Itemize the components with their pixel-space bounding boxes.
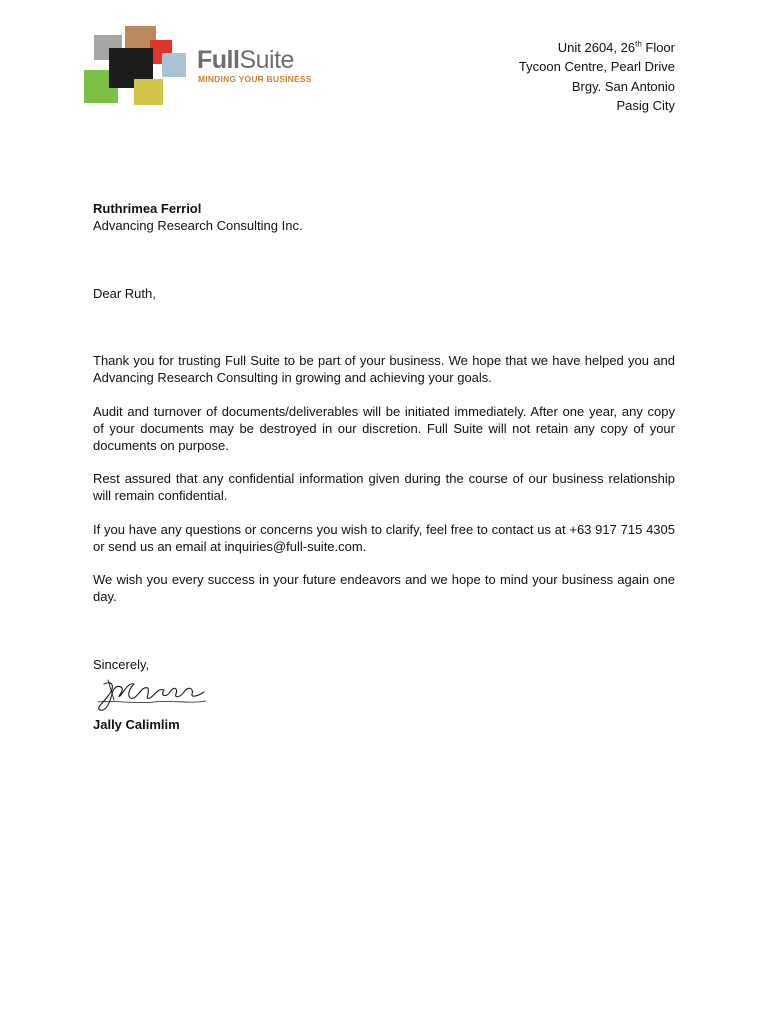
closing: Sincerely,	[93, 657, 150, 672]
handwritten-signature	[94, 674, 210, 714]
salutation: Dear Ruth,	[93, 286, 156, 301]
full-suite-logo	[84, 26, 324, 108]
body-paragraph-3: Rest assured that any confidential information given during the course of our business relationship will remain confidential.	[93, 471, 675, 503]
body-paragraph-2: Audit and turnover of documents/deliverables will be initiated immediately. After one year, any copy of your documents may be destroyed in our discretion. Full Suite will not retain any copy of your documents on purpose.	[93, 403, 675, 453]
recipient-company: Advancing Research Consulting Inc.	[93, 218, 303, 233]
address-line-1: Unit 2604, 26th Floor	[557, 39, 675, 55]
address-line-3: Brgy. San Antonio	[571, 78, 675, 94]
brand-name: FullSuite	[197, 46, 294, 74]
recipient-name: Ruthrimea Ferriol	[93, 201, 202, 216]
body-paragraph-5: We wish you every success in your future endeavors and we hope to mind your business again one day.	[93, 572, 675, 604]
logo-square-blue	[162, 53, 186, 77]
brand-tagline: MINDING YOUR BUSINESS	[198, 74, 312, 84]
signer-name: Jally Calimlim	[93, 717, 180, 732]
body-paragraph-1: Thank you for trusting Full Suite to be part of your business. We hope that we have helped you and Advancing Research Consulting in growing and achieving your goals.	[93, 353, 675, 385]
address-line-4: Pasig City	[616, 97, 675, 113]
recipient-block	[93, 200, 303, 234]
address-line-2: Tycoon Centre, Pearl Drive	[518, 59, 675, 75]
logo-square-olive	[134, 79, 163, 105]
sender-address	[519, 38, 675, 115]
letter-body	[93, 352, 675, 622]
body-paragraph-4: If you have any questions or concerns you wish to clarify, feel free to contact us at +63 917 715 4305 or send us an email at inquiries@full-suite.com.	[93, 521, 675, 554]
